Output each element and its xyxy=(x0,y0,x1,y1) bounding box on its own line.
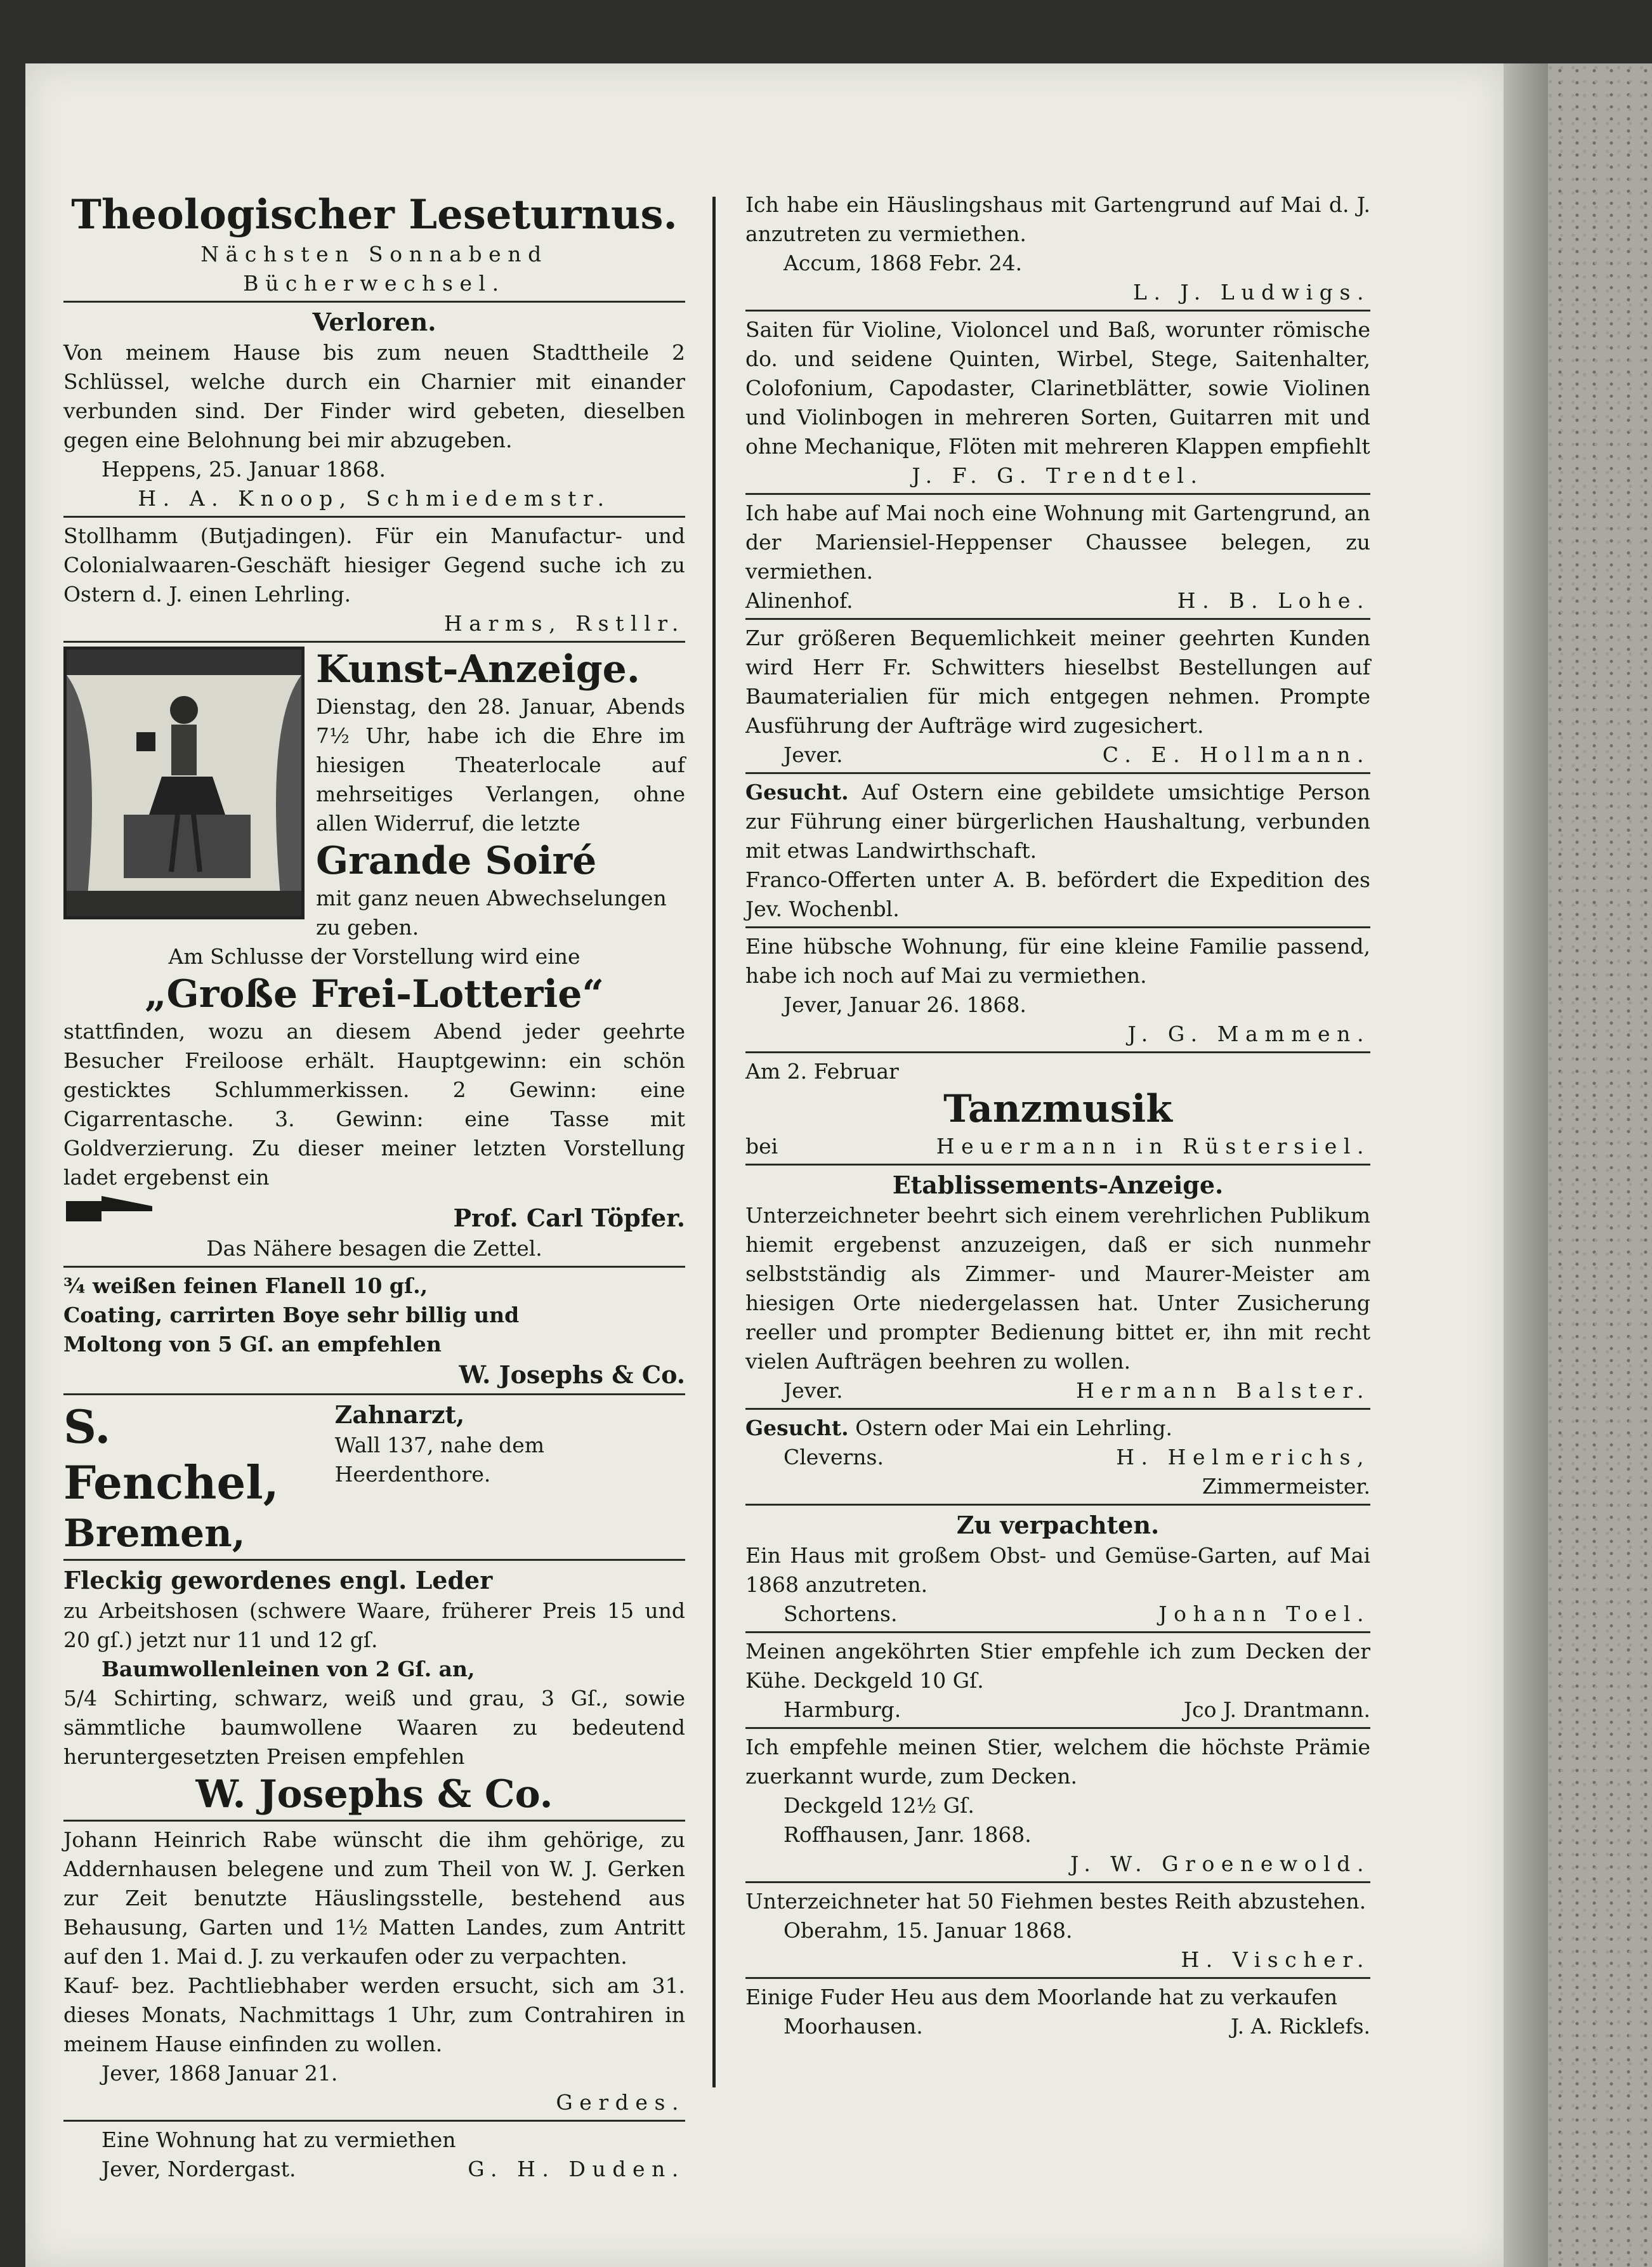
heu-place: Moorhausen. xyxy=(783,2014,923,2039)
verloren-body: Von meinem Hause bis zum neuen Stadttheile 2 Schlüssel, welche durch ein Charnier mit einander verbunden sind. Der Finder wird gebeten, dieselben gegen eine Belohnung bei mir abzugeben. xyxy=(63,340,685,452)
divider xyxy=(63,516,685,518)
page-binding xyxy=(1504,63,1548,2267)
book-edge xyxy=(1548,63,1652,2267)
wohnung-sig: G. H. Duden. xyxy=(468,2157,685,2181)
bequem-sig-row xyxy=(745,740,1370,770)
lotterie-title: „Große Frei-Lotterie“ xyxy=(145,972,604,1016)
rabe-body-2: Kauf- bez. Pachtliebhaber werden ersucht, sich am 31. dieses Monats, Nachmittags 1 Uhr, zum Contrahiren in meinem Hause einfinden zu wollen. xyxy=(63,1973,685,2056)
bequem-place: Jever. xyxy=(783,742,843,767)
verpachten-place: Schortens. xyxy=(783,1601,898,1626)
divider xyxy=(745,1164,1370,1166)
divider xyxy=(745,618,1370,620)
divider xyxy=(63,1820,685,1822)
baumw-line: Baumwollenleinen von 2 Gſ. an, xyxy=(102,1657,475,1681)
right-column xyxy=(745,190,1370,2041)
garten-sig: H. B. Lohe. xyxy=(1177,588,1370,613)
tanz-date: Am 2. Februar xyxy=(745,1059,899,1084)
garten-body: Ich habe auf Mai noch eine Wohnung mit Gartengrund, an der Mariensiel-Heppenser Chaussee belegen, zu vermiethen. xyxy=(745,501,1370,584)
verpachten-sig: Johann Toel. xyxy=(1158,1601,1370,1626)
lehrling-role: Zimmermeister. xyxy=(1202,1474,1370,1499)
bequem-sig: C. E. Hollmann. xyxy=(1102,742,1370,767)
divider xyxy=(745,1051,1370,1053)
divider xyxy=(745,1881,1370,1883)
divider xyxy=(63,641,685,643)
stoll-body: Stollhamm (Butjadingen). Für ein Manufactur- und Colonialwaaren-Geschäft hiesiger Gegend suche ich zu Ostern d. J. einen Lehrling. xyxy=(63,523,685,607)
garten-sig-row xyxy=(745,586,1370,615)
saiten-body: Saiten für Violine, Violoncel und Baß, worunter römische do. und seidene Quinten, Wirbel, Stege, Saitenhalter, Colofonium, Capodaster, Clarinetblätter, sowie Violinen und Violinbogen in mehreren Sorten, Guitarren mit und ohne Mechanique, Flöten mit mehreren Klappen empfiehlt xyxy=(745,317,1370,459)
garten-place: Alinenhof. xyxy=(745,588,853,613)
reith-sig: H. Vischer. xyxy=(1181,1947,1370,1972)
divider xyxy=(745,1631,1370,1633)
kunst-title: Kunst-Anzeige. xyxy=(316,647,640,692)
lehrling-body: Ostern oder Mai ein Lehrling. xyxy=(855,1416,1172,1440)
tanz-host-row xyxy=(745,1132,1370,1161)
haeusling-sig: L. J. Ludwigs. xyxy=(1132,280,1370,305)
gesucht-lead: Gesucht. xyxy=(745,780,849,805)
column-divider xyxy=(712,197,716,2087)
verloren-title: Verloren. xyxy=(312,308,436,336)
lehrling-lead: Gesucht. xyxy=(745,1416,849,1440)
left-column xyxy=(63,190,685,2184)
divider xyxy=(63,1559,685,1561)
gesucht-body: Auf Ostern eine gebildete umsichtige Person zur Führung einer bürgerlichen Haushaltung, verbunden mit etwas Landwirthschaft. xyxy=(745,780,1370,863)
kunst-block xyxy=(63,647,685,942)
stier1-sig-row xyxy=(745,1695,1370,1725)
etab-title: Etablissements-Anzeige. xyxy=(892,1171,1224,1199)
rabe-sig: Gerdes. xyxy=(556,2090,685,2115)
moltong-line: Moltong von 5 Gſ. an empfehlen xyxy=(63,1332,442,1357)
stier2-body: Ich empfehle meinen Stier, welchem die höchste Prämie zuerkannt wurde, zum Decken. xyxy=(745,1735,1370,1789)
rabe-body: Johann Heinrich Rabe wünscht die ihm gehörige, zu Addernhausen belegene und zum Theil von W. J. Gerken zur Zeit benutzte Häuslingsstelle, bestehend aus Behausung, Garten und 1½ Matten Landes, zum Antritt auf den 1. Mai d. J. zu verkaufen oder zu verpachten. xyxy=(63,1827,685,1969)
verloren-sig: H. A. Knoop, Schmiedemstr. xyxy=(138,486,611,511)
fenchel-details xyxy=(335,1399,685,1489)
verpachten-sig-row xyxy=(745,1600,1370,1629)
lotterie-body: stattfinden, wozu an diesem Abend jeder geehrte Besucher Freiloose erhält. Hauptgewinn: ein schön gesticktes Schlummerkissen. 2 Gewinn: eine Cigarrentasche. 3. Gewinn: eine Tasse mit Goldverzierung. Zu dieser meiner letzten Vorstellung ladet ergebenst ein xyxy=(63,1019,685,1190)
huebsch-sig: J. G. Mammen. xyxy=(1127,1022,1370,1046)
divider xyxy=(745,1408,1370,1410)
divider xyxy=(745,1977,1370,1979)
wohnung-sig-row xyxy=(63,2155,685,2184)
stoll-sig: Harms, Rstllr. xyxy=(443,611,685,636)
lehrling-para xyxy=(745,1414,1370,1443)
huebsch-place: Jever, Januar 26. 1868. xyxy=(783,992,1026,1017)
gesucht-para xyxy=(745,778,1370,865)
leder-line: Fleckig gewordenes engl. Leder xyxy=(63,1566,493,1594)
divider xyxy=(745,1504,1370,1506)
heu-body: Einige Fuder Heu aus dem Moorlande hat zu verkaufen xyxy=(745,1985,1338,2009)
lehrling-sig: H. Helmerichs, xyxy=(1116,1445,1370,1469)
fenchel-role: Zahnarzt, xyxy=(334,1400,465,1429)
heu-sig-row xyxy=(745,2012,1370,2041)
zettel-line: Das Nähere besagen die Zettel. xyxy=(206,1236,542,1261)
theol-title: Theologischer Leseturnus. xyxy=(71,191,678,239)
haeusling-body: Ich habe ein Häuslingshaus mit Gartengrund auf Mai d. J. anzutreten zu vermiethen. xyxy=(745,192,1370,246)
tanz-host: Heuermann in Rüstersiel. xyxy=(936,1134,1370,1159)
kunst-text xyxy=(316,647,685,942)
reith-place: Oberahm, 15. Januar 1868. xyxy=(783,1918,1073,1943)
divider xyxy=(745,1727,1370,1729)
stier2-place: Roffhausen, Janr. 1868. xyxy=(783,1822,1032,1847)
verloren-place: Heppens, 25. Januar 1868. xyxy=(102,457,386,482)
divider xyxy=(63,301,685,303)
huebsch-body: Eine hübsche Wohnung, für eine kleine Familie passend, habe ich noch auf Mai zu vermiethen. xyxy=(745,934,1370,988)
verpachten-body: Ein Haus mit großem Obst- und Gemüse-Garten, auf Mai 1868 anzutreten. xyxy=(745,1543,1370,1597)
divider xyxy=(745,772,1370,774)
saiten-sig: J. F. G. Trendtel. xyxy=(912,463,1204,488)
performer-woodcut-image xyxy=(63,647,305,919)
josephs-large: W. Josephs & Co. xyxy=(195,1772,553,1817)
rabe-place: Jever, 1868 Januar 21. xyxy=(102,2061,338,2086)
fenchel-names xyxy=(63,1399,326,1556)
performer-illustration xyxy=(67,650,301,916)
bremen: Bremen, xyxy=(63,1511,246,1556)
tanz-bei: bei xyxy=(745,1134,778,1159)
stier1-sig: Jco J. Drantmann. xyxy=(1183,1697,1370,1722)
fenchel-name: S. Fenchel, xyxy=(63,1400,279,1509)
leder-body: zu Arbeitshosen (schwere Waare, früherer Preis 15 und 20 gſ.) jetzt nur 11 und 12 gſ. xyxy=(63,1598,685,1652)
etab-sig: Hermann Balster. xyxy=(1076,1378,1370,1403)
divider xyxy=(745,926,1370,928)
tanz-title: Tanzmusik xyxy=(943,1087,1172,1131)
kunst-after: mit ganz neuen Abwechselungen zu geben. xyxy=(316,886,667,940)
flanell-line: ¾ weißen feinen Flanell 10 gſ., xyxy=(63,1273,428,1298)
stier1-body: Meinen angeköhrten Stier empfehle ich zum Decken der Kühe. Deckgeld 10 Gſ. xyxy=(745,1639,1370,1693)
divider xyxy=(63,1266,685,1268)
fenchel-block xyxy=(63,1399,685,1556)
kunst-body: Dienstag, den 28. Januar, Abends 7½ Uhr, habe ich die Ehre im hiesigen Theaterlocale auf mehrseitiges Verlangen, ohne allen Widerruf, die letzte xyxy=(316,694,685,836)
divider xyxy=(745,310,1370,312)
schluss-line: Am Schlusse der Vorstellung wird eine xyxy=(168,944,580,969)
etab-place: Jever. xyxy=(783,1378,843,1403)
lehrling-sig-row xyxy=(745,1443,1370,1472)
franco-body: Franco-Offerten unter A. B. befördert die Expedition des Jev. Wochenbl. xyxy=(745,867,1370,921)
heu-sig: J. A. Ricklefs. xyxy=(1230,2014,1370,2039)
stier1-place: Harmburg. xyxy=(783,1697,901,1722)
josephs-small: W. Josephs & Co. xyxy=(459,1360,685,1389)
bequem-body: Zur größeren Bequemlichkeit meiner geehrten Kunden wird Herr Fr. Schwitters hieselbst Bestellungen auf Baumaterialien für mich entgegen nehmen. Prompte Ausführung der Aufträge wird zugesichert. xyxy=(745,626,1370,738)
fenchel-addr: Wall 137, nahe dem Heerdenthore. xyxy=(334,1433,545,1487)
etab-body: Unterzeichneter beehrt sich einem verehrlichen Publikum hiemit ergebenst anzuzeigen, daß er sich nunmehr selbstständig als Zimmer- und Maurer-Meister am hiesigen Orte niedergelassen hat. Unter Zusicherung reeller und prompter Bedienung bittet er, ihn mit recht vielen Aufträgen beehren zu wollen. xyxy=(745,1203,1370,1374)
divider xyxy=(63,1393,685,1395)
divider xyxy=(63,2120,685,2122)
haeusling-place: Accum, 1868 Febr. 24. xyxy=(783,251,1023,275)
reith-body: Unterzeichneter hat 50 Fiehmen bestes Reith abzustehen. xyxy=(745,1889,1367,1914)
verpachten-title: Zu verpachten. xyxy=(956,1511,1160,1539)
coating-line: Coating, carrirten Boye sehr billig und xyxy=(63,1303,520,1327)
etab-sig-row xyxy=(745,1376,1370,1405)
wohnung-place: Jever, Nordergast. xyxy=(102,2157,296,2181)
divider xyxy=(745,493,1370,495)
wohnung-body: Eine Wohnung hat zu vermiethen xyxy=(102,2127,456,2152)
pointing-hand-icon xyxy=(63,1192,159,1226)
schirting-body: 5/4 Schirting, schwarz, weiß und grau, 3 Gſ., sowie sämmtliche baumwollene Waaren zu bedeutend heruntergesetzten Preisen empfehlen xyxy=(63,1686,685,1769)
stier2-fee: Deckgeld 12½ Gſ. xyxy=(783,1793,974,1818)
theol-sub: Nächsten Sonnabend Bücherwechsel. xyxy=(200,242,548,296)
grande-soire: Grande Soiré xyxy=(316,839,597,883)
stier2-sig: J. W. Groenewold. xyxy=(1070,1851,1370,1876)
toepfer-sig: Prof. Carl Töpfer. xyxy=(453,1204,685,1232)
toepfer-row xyxy=(63,1192,685,1234)
lehrling-place: Cleverns. xyxy=(783,1445,884,1469)
